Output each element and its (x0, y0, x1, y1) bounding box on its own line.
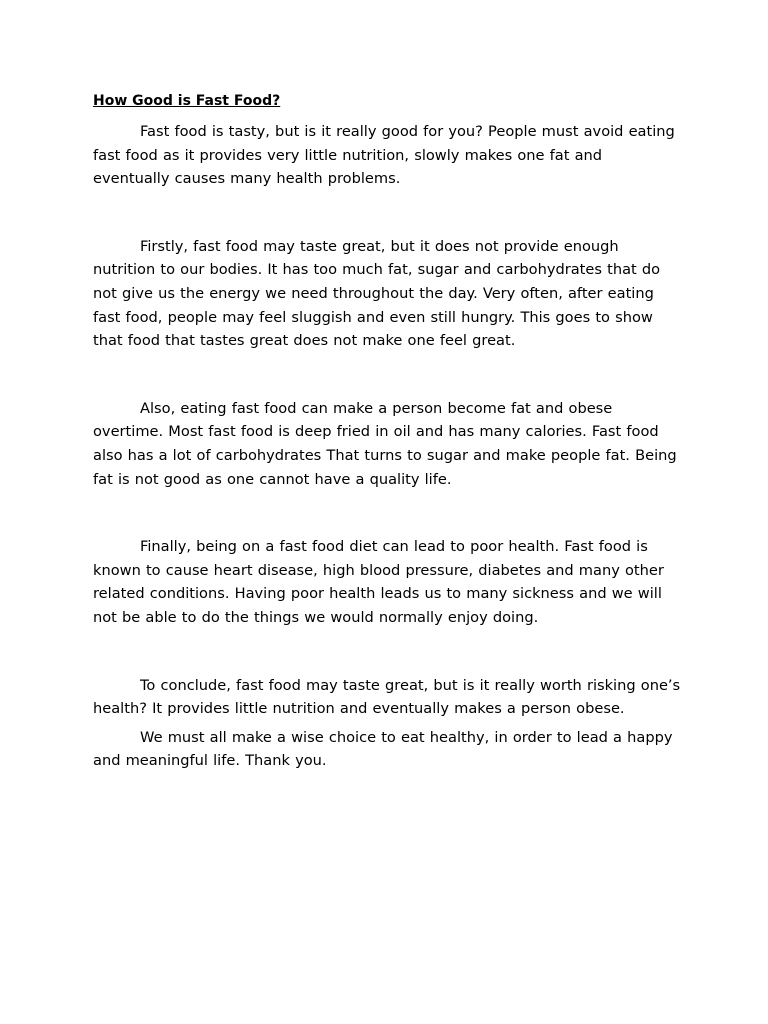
conclusion-paragraph: To conclude, fast food may taste great, but is it really worth risking one’s health? It provides little nutrition and eventually makes a person obese. (93, 676, 681, 718)
body-paragraph-health: Finally, being on a fast food diet can lead to poor health. Fast food is known to cause heart disease, high blood pressure, diabetes and many other related conditions. Having poor health leads us to many sickness and we will not be able to do the things we would normally enjoy doing. (93, 538, 664, 626)
body-paragraph-obesity: Also, eating fast food can make a person become fat and obese overtime. Most fast food is deep fried in oil and has many calories. Fast food also has a lot of carbohydrates That turns to sugar and make people fat. Being fat is not good as one cannot have a quality life. (93, 399, 677, 488)
document-body (93, 91, 683, 773)
closing-paragraph: We must all make a wise choice to eat healthy, in order to lead a happy and meaningful life. Thank you. (93, 728, 673, 770)
document-title: How Good is Fast Food? (93, 93, 281, 109)
intro-paragraph: Fast food is tasty, but is it really good for you? People must avoid eating fast food as it provides very little nutrition, slowly makes one fat and eventually causes many health problems. (93, 123, 675, 188)
body-paragraph-nutrition: Firstly, fast food may taste great, but it does not provide enough nutrition to our bodies. It has too much fat, sugar and carbohydrates that do not give us the energy we need throughout the day. Very often, after eating fast food, people may feel sluggish and even still hungry. This goes to show that food that tastes great does not make one feel great. (93, 237, 661, 350)
